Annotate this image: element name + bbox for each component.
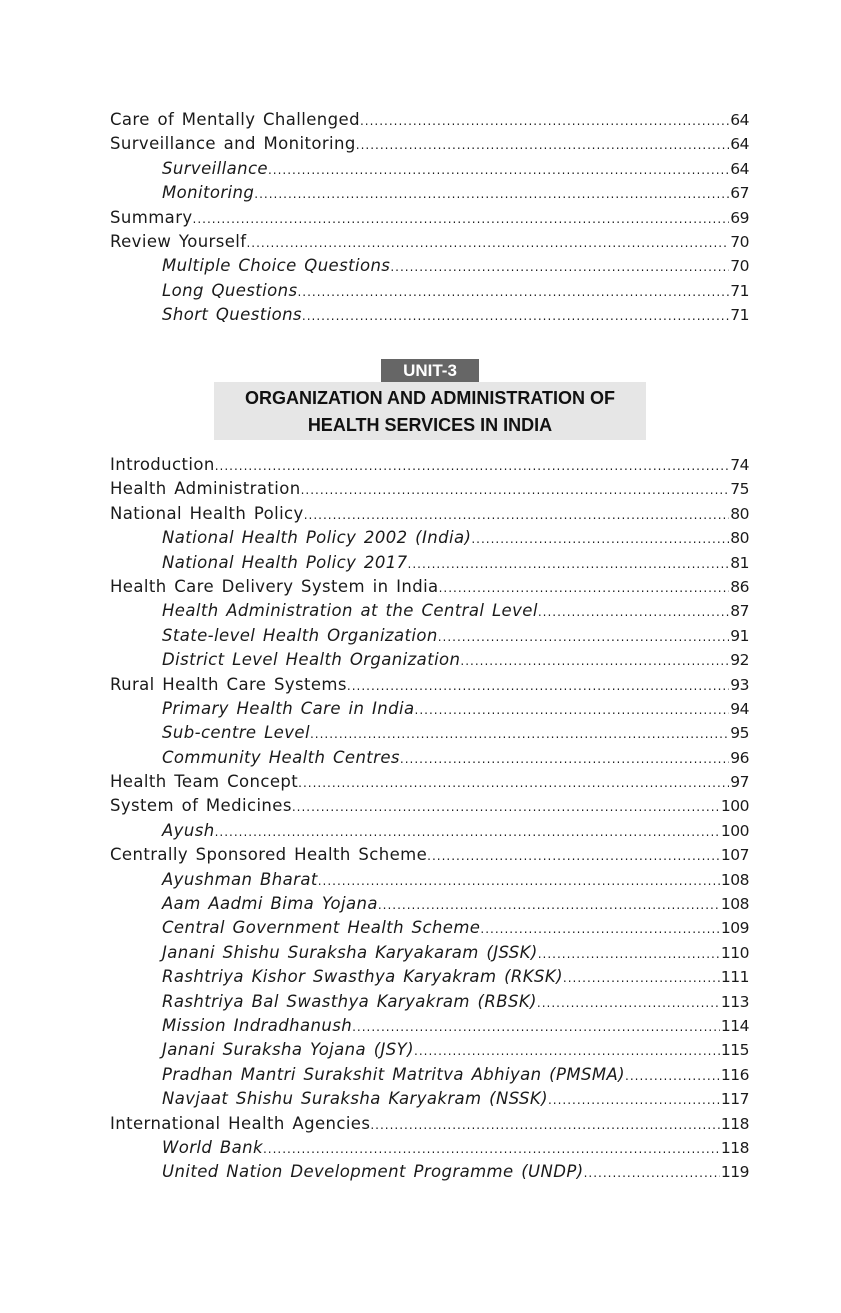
toc-page-number: 108 (720, 870, 749, 889)
toc-page-number: 94 (730, 699, 749, 718)
toc-entry-title: Pradhan Mantri Surakshit Matritva Abhiyan (PMSMA) (162, 1064, 626, 1084)
toc-page-number: 80 (730, 529, 749, 548)
toc-page-number: 118 (720, 1114, 749, 1133)
toc-page-number: 64 (730, 159, 749, 178)
toc-entry-title: District Level Health Organization (162, 650, 461, 670)
toc-entry-title: Primary Health Care in India (162, 698, 415, 718)
toc-page-number: 108 (720, 895, 749, 914)
toc-page-number: 64 (730, 135, 749, 154)
toc-entry-title: Summary (110, 207, 193, 227)
toc-subentry[interactable] (110, 868, 749, 892)
toc-subentry[interactable] (110, 526, 749, 550)
toc-subentry[interactable] (110, 1087, 749, 1111)
toc-dot-leader (415, 698, 730, 721)
toc-entry-title: National Health Policy 2002 (India) (162, 528, 472, 548)
toc-entry[interactable] (110, 843, 749, 867)
toc-entry-title: Rural Health Care Systems (110, 674, 347, 694)
toc-dot-leader (304, 503, 730, 526)
toc-subentry[interactable] (110, 965, 749, 989)
toc-subentry[interactable] (110, 624, 749, 648)
toc-dot-leader (370, 1113, 720, 1136)
toc-subentry[interactable] (110, 648, 749, 672)
toc-entry[interactable] (110, 132, 749, 156)
toc-dot-leader (390, 255, 729, 278)
toc-dot-leader (302, 304, 729, 327)
toc-page-number: 116 (720, 1065, 749, 1084)
toc-dot-leader (563, 966, 720, 989)
toc-dot-leader (301, 478, 730, 501)
unit-label: UNIT-3 (381, 359, 479, 382)
toc-subentry[interactable] (110, 551, 749, 575)
toc-subentry[interactable] (110, 1063, 749, 1087)
toc-subentry[interactable] (110, 697, 749, 721)
toc-entry[interactable] (110, 1112, 749, 1136)
toc-entry-title: Health Team Concept (110, 772, 299, 792)
toc-dot-leader (471, 527, 729, 550)
toc-subentry[interactable] (110, 181, 749, 205)
toc-subentry[interactable] (110, 746, 749, 770)
toc-entry[interactable] (110, 673, 749, 697)
toc-dot-leader (246, 231, 729, 254)
toc-subentry[interactable] (110, 1136, 749, 1160)
toc-dot-leader (360, 109, 729, 132)
toc-entry-title: Health Administration at the Central Level (162, 601, 538, 621)
toc-page-number: 71 (730, 281, 749, 300)
toc-entry-title: International Health Agencies (110, 1113, 371, 1133)
toc-entry[interactable] (110, 477, 749, 501)
toc-dot-leader (310, 722, 729, 745)
toc-dot-leader (537, 991, 720, 1014)
toc-page-number: 86 (730, 577, 749, 596)
toc-entry-title: Surveillance and Monitoring (110, 134, 356, 154)
toc-entry-title: Short Questions (162, 305, 302, 325)
toc-entry-title: National Health Policy 2017 (162, 552, 408, 572)
toc-dot-leader (538, 942, 720, 965)
toc-entry[interactable] (110, 575, 749, 599)
toc-dot-leader (215, 820, 720, 843)
toc-page-number: 67 (730, 184, 749, 203)
toc-entry-title: System of Medicines (110, 796, 292, 816)
toc-page-number: 114 (720, 1016, 749, 1035)
toc-entry-title: Aam Aadmi Bima Yojana (162, 894, 378, 914)
toc-entry-title: Surveillance (162, 158, 268, 178)
toc-dot-leader (427, 844, 720, 867)
toc-subentry[interactable] (110, 279, 749, 303)
toc-dot-leader (347, 674, 729, 697)
toc-page-number: 115 (720, 1041, 749, 1060)
toc-page-number: 70 (730, 232, 749, 251)
toc-dot-leader (548, 1088, 720, 1111)
toc-dot-leader (356, 133, 730, 156)
toc-page-number: 110 (720, 943, 749, 962)
toc-subentry[interactable] (110, 916, 749, 940)
toc-dot-leader (538, 600, 729, 623)
toc-page-number: 91 (730, 626, 749, 645)
toc-page-number: 113 (720, 992, 749, 1011)
unit-title-line-2: HEALTH SERVICES IN INDIA (307, 415, 553, 435)
toc-entry-title: Community Health Centres (162, 747, 400, 767)
toc-entry-title: Health Care Delivery System in India (110, 576, 439, 596)
toc-entry-title: Monitoring (162, 183, 255, 203)
toc-dot-leader (193, 207, 730, 230)
toc-subentry[interactable] (110, 721, 749, 745)
toc-page-number: 81 (730, 553, 749, 572)
toc-dot-leader (254, 182, 729, 205)
toc-entry-title: Rashtriya Bal Swasthya Karyakram (RBSK) (162, 991, 537, 1011)
toc-page-number: 92 (730, 651, 749, 670)
toc-dot-leader (215, 454, 730, 477)
toc-subentry[interactable] (110, 892, 749, 916)
toc-entry-title: Care of Mentally Challenged (110, 110, 360, 129)
toc-entry-title: Sub-centre Level (162, 723, 310, 743)
toc-dot-leader (625, 1064, 720, 1087)
toc-entry-title: Introduction (110, 455, 215, 474)
toc-subentry[interactable] (110, 599, 749, 623)
toc-page-number: 111 (720, 968, 749, 987)
toc-dot-leader (378, 893, 720, 916)
toc-dot-leader (400, 747, 729, 770)
toc-page-number: 69 (730, 208, 749, 227)
toc-entry-title: Navjaat Shishu Suraksha Karyakram (NSSK) (162, 1089, 548, 1109)
toc-page-number: 97 (730, 773, 749, 792)
toc-dot-leader (318, 869, 720, 892)
toc-page-number: 118 (720, 1138, 749, 1157)
toc-subentry[interactable] (110, 157, 749, 181)
toc-page-number: 100 (720, 821, 749, 840)
toc-page-number: 75 (730, 480, 749, 499)
toc-dot-leader (480, 917, 720, 940)
toc-entry-title: Health Administration (110, 479, 301, 499)
toc-entry-title: Ayushman Bharat (162, 869, 318, 889)
toc-entry[interactable] (110, 770, 749, 794)
toc-subentry[interactable] (110, 990, 749, 1014)
toc-section-previous-unit (110, 108, 749, 328)
toc-entry-title: Janani Shishu Suraksha Karyakaram (JSSK) (162, 942, 538, 962)
toc-dot-leader (408, 552, 730, 575)
toc-entry-title: Centrally Sponsored Health Scheme (110, 845, 428, 865)
toc-page-number: 70 (730, 257, 749, 276)
toc-dot-leader (460, 649, 729, 672)
toc-dot-leader (352, 1015, 720, 1038)
toc-page-number: 64 (730, 111, 749, 129)
toc-dot-leader (263, 1137, 720, 1160)
toc-dot-leader (297, 280, 729, 303)
toc-dot-leader (292, 795, 720, 818)
toc-subentry[interactable] (110, 1014, 749, 1038)
toc-page-number: 107 (720, 846, 749, 865)
toc-dot-leader (438, 625, 730, 648)
toc-entry-title: United Nation Development Programme (UNDP) (162, 1162, 584, 1182)
toc-subentry[interactable] (110, 819, 749, 843)
toc-dot-leader (414, 1039, 720, 1062)
toc-entry-title: Central Government Health Scheme (162, 918, 481, 938)
toc-entry-title: World Bank (162, 1137, 263, 1157)
toc-page-number: 71 (730, 306, 749, 325)
toc-dot-leader (268, 158, 729, 181)
toc-entry-title: Rashtriya Kishor Swasthya Karyakram (RKSK) (162, 967, 563, 987)
toc-page-number: 74 (730, 456, 749, 474)
toc-subentry[interactable] (110, 941, 749, 965)
toc-entry-title: Long Questions (162, 280, 298, 300)
toc-entry-title: Review Yourself (110, 231, 247, 251)
toc-dot-leader (584, 1161, 720, 1184)
toc-subentry[interactable] (110, 254, 749, 278)
toc-page-number: 119 (720, 1163, 749, 1182)
unit-title-box (214, 382, 646, 440)
toc-page-number: 100 (720, 797, 749, 816)
toc-entry-title: Janani Suraksha Yojana (JSY) (162, 1040, 414, 1060)
toc-page-number: 117 (720, 1090, 749, 1109)
toc-entry[interactable] (110, 794, 749, 818)
toc-entry-title: Mission Indradhanush (162, 1015, 353, 1035)
toc-dot-leader (298, 771, 729, 794)
toc-entry[interactable] (110, 502, 749, 526)
toc-page-number: 80 (730, 504, 749, 523)
toc-entry-title: National Health Policy (110, 503, 304, 523)
toc-entry-title: Ayush (162, 820, 215, 840)
toc-entry-title: Multiple Choice Questions (162, 256, 391, 276)
toc-entry-title: State-level Health Organization (162, 625, 438, 645)
toc-dot-leader (439, 576, 730, 599)
toc-subentry[interactable] (110, 303, 749, 327)
toc-section-unit-3 (110, 453, 749, 1185)
toc-entry[interactable] (110, 230, 749, 254)
toc-subentry[interactable] (110, 1038, 749, 1062)
toc-page-number: 93 (730, 675, 749, 694)
toc-entry[interactable] (110, 206, 749, 230)
toc-page-number: 95 (730, 724, 749, 743)
toc-subentry[interactable] (110, 1160, 749, 1184)
toc-page-number: 87 (730, 602, 749, 621)
toc-page-number: 96 (730, 748, 749, 767)
unit-title-line-1: ORGANIZATION AND ADMINISTRATION OF (245, 388, 615, 408)
toc-entry[interactable] (110, 453, 749, 477)
toc-entry[interactable] (110, 108, 749, 132)
toc-page-number: 109 (720, 919, 749, 938)
